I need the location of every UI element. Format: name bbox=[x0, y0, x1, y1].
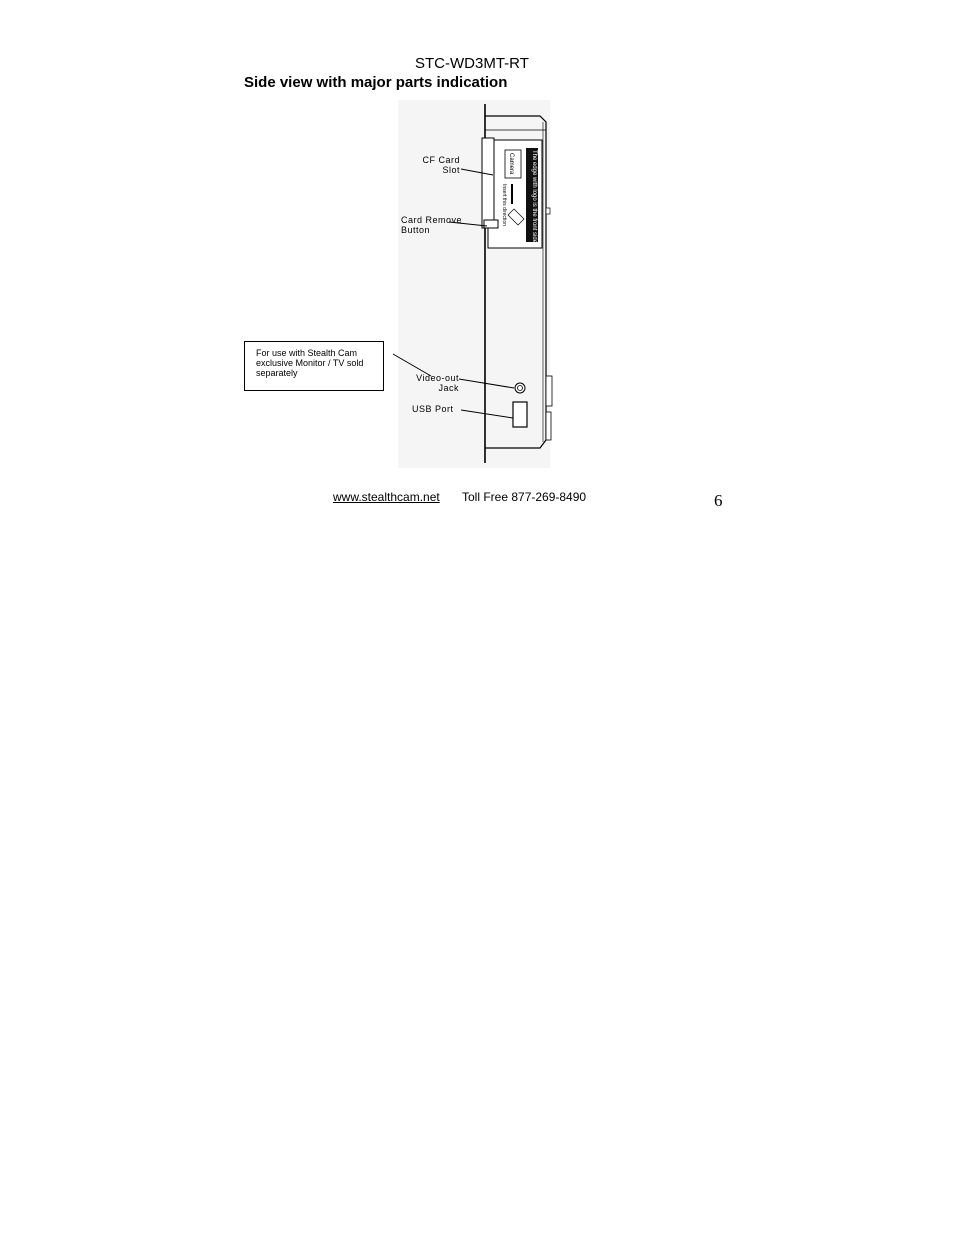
toll-free-phone: Toll Free 877-269-8490 bbox=[462, 490, 587, 504]
label-cf-card-slot: CF Card Slot bbox=[422, 155, 460, 175]
cf-card-slot bbox=[482, 138, 494, 228]
usb-port bbox=[513, 402, 527, 427]
side-button-upper bbox=[546, 208, 550, 214]
side-bracket bbox=[546, 412, 551, 440]
monitor-note-box: For use with Stealth Cam exclusive Monitor / TV sold separately bbox=[244, 341, 384, 391]
label-usb-port: USB Port bbox=[412, 404, 454, 414]
model-number: STC-WD3MT-RT bbox=[415, 55, 529, 72]
sticker-text-insert: Insert this direction bbox=[501, 184, 507, 226]
sticker-text-camera: Camera bbox=[508, 153, 514, 175]
label-card-remove-button: Card Remove Button bbox=[401, 215, 463, 235]
sticker-text-front: The edge with logo is the front side bbox=[531, 150, 537, 244]
website-link[interactable]: www.stealthcam.net bbox=[333, 490, 440, 504]
section-heading: Side view with major parts indication bbox=[244, 74, 508, 91]
label-video-out-jack: Video-out Jack bbox=[416, 373, 459, 393]
side-button-lower bbox=[546, 376, 552, 406]
card-remove-button bbox=[484, 220, 498, 228]
video-out-jack-inner bbox=[518, 386, 523, 391]
page-number: 6 bbox=[714, 491, 723, 510]
camera-side-view-diagram bbox=[0, 0, 954, 520]
